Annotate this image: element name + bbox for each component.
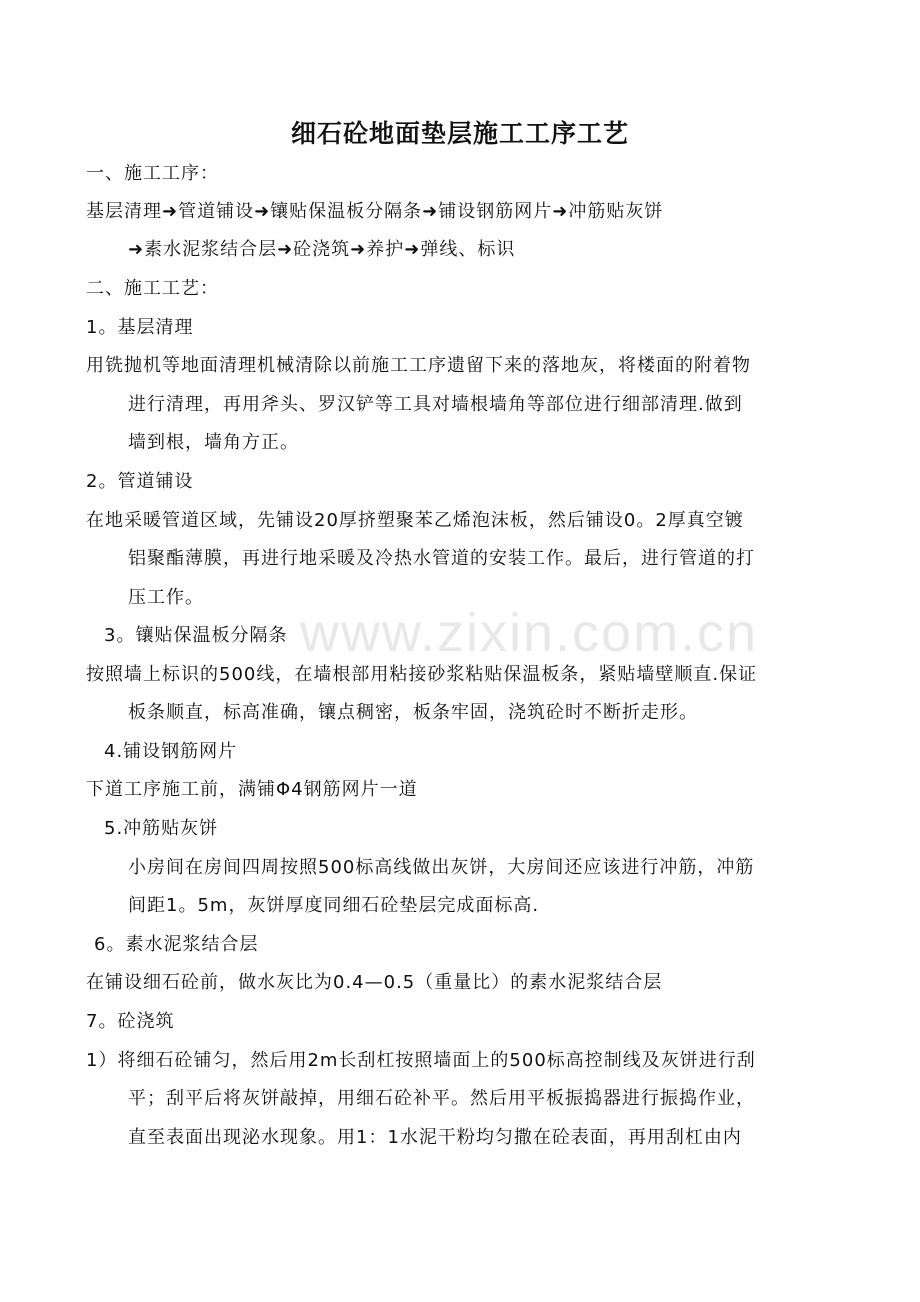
paragraph-line: 在铺设细石砼前，做水灰比为0.4—0.5（重量比）的素水泥浆结合层 <box>86 972 663 993</box>
paragraph-line: 直至表面出现泌水现象。用1：1水泥干粉均匀撒在砼表面，再用刮杠由内 <box>128 1127 742 1148</box>
paragraph-line: 压工作。 <box>128 587 204 608</box>
subsection-heading-6: 6。素水泥浆结合层 <box>94 934 259 955</box>
subsection-heading-7: 7。砼浇筑 <box>86 1011 175 1032</box>
subsection-heading-1: 1。基层清理 <box>86 317 194 338</box>
paragraph-line: 基层清理➜管道铺设➜镶贴保温板分隔条➜铺设钢筋网片➜冲筋贴灰饼 <box>86 201 664 222</box>
paragraph-line: 间距1。5m，灰饼厚度同细石砼垫层完成面标高. <box>128 895 540 916</box>
watermark: www.zixin.com.cn <box>300 603 759 663</box>
paragraph-line: 墙到根，墙角方正。 <box>128 432 299 453</box>
paragraph-line: 在地采暖管道区域，先铺设20厚挤塑聚苯乙烯泡沫板，然后铺设0。2厚真空镀 <box>86 510 744 531</box>
paragraph-line: 用铣抛机等地面清理机械清除以前施工工序遗留下来的落地灰，将楼面的附着物 <box>86 355 751 376</box>
paragraph-line: 按照墙上标识的500线，在墙根部用粘接砂浆粘贴保温板条，紧贴墙壁顺直.保证 <box>86 664 758 685</box>
paragraph-line: 平；刮平后将灰饼敲掉，用细石砼补平。然后用平板振捣器进行振捣作业， <box>128 1088 755 1109</box>
subsection-heading-3: 3。镶贴保温板分隔条 <box>104 625 288 646</box>
subsection-heading-4: 4.铺设钢筋网片 <box>104 741 238 762</box>
paragraph-line: 铝聚酯薄膜，再进行地采暖及冷热水管道的安装工作。最后，进行管道的打 <box>128 548 755 569</box>
section-heading-process: 一、施工工序： <box>86 163 219 184</box>
paragraph-line: 进行清理，再用斧头、罗汉铲等工具对墙根墙角等部位进行细部清理.做到 <box>128 394 743 415</box>
subsection-heading-5: 5.冲筋贴灰饼 <box>104 818 219 839</box>
document-title: 细石砼地面垫层施工工序工艺 <box>290 119 629 148</box>
paragraph-line: ➜素水泥浆结合层➜砼浇筑➜养护➜弹线、标识 <box>128 239 516 260</box>
paragraph-line: 下道工序施工前，满铺Φ4钢筋网片一道 <box>86 779 418 800</box>
paragraph-line: 1）将细石砼铺匀，然后用2m长刮杠按照墙面上的500标高控制线及灰饼进行刮 <box>86 1050 756 1071</box>
section-heading-technique: 二、施工工艺： <box>86 278 219 299</box>
paragraph-line: 小房间在房间四周按照500标高线做出灰饼，大房间还应该进行冲筋，冲筋 <box>128 857 755 878</box>
paragraph-line: 板条顺直，标高准确，镶点稠密，板条牢固，浇筑砼时不断折走形。 <box>128 702 698 723</box>
subsection-heading-2: 2。管道铺设 <box>86 471 194 492</box>
